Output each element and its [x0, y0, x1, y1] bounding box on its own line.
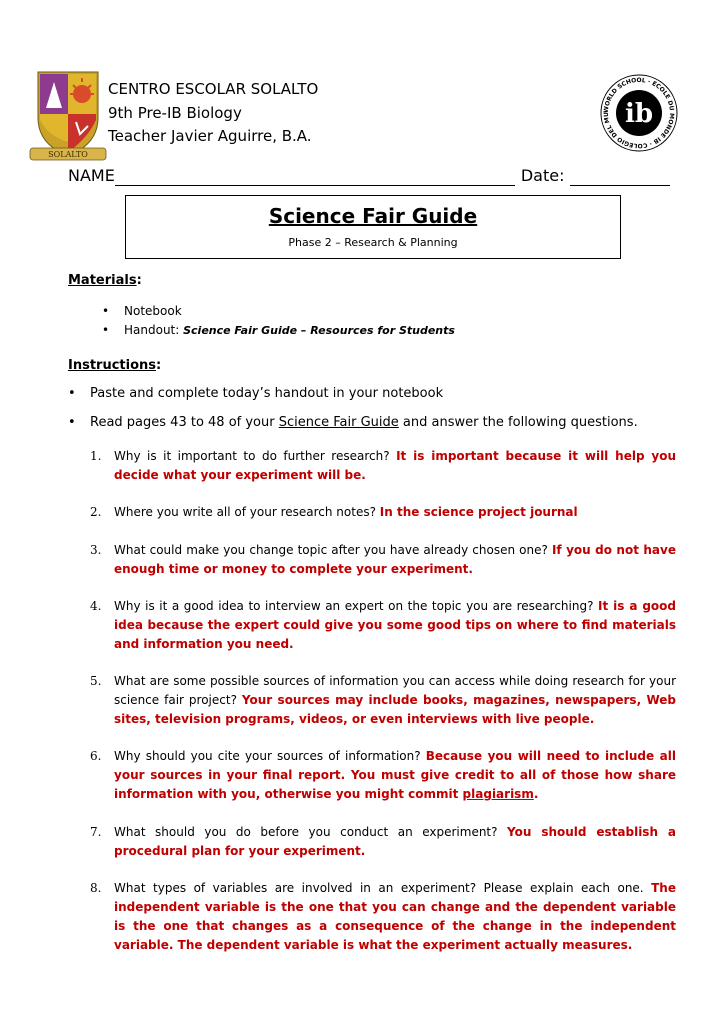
page-title: Science Fair Guide — [268, 204, 478, 228]
name-date-row — [68, 166, 674, 186]
materials-item-handout: • Handout: Science Fair Guide – Resources for Students — [102, 323, 455, 337]
science-fair-guide-link: Science Fair Guide — [278, 415, 399, 430]
answer-6: Because you will need to include all your sources in your final report. You must give credit to all of those how share information with you, otherwise you might commit plagiarism. — [114, 749, 676, 801]
question-3: 3. What could make you change topic after you have already chosen one? If you do not have enough time or money to complete your experiment. — [90, 543, 676, 576]
page-subtitle: Phase 2 – Research & Planning — [288, 236, 458, 249]
name-label: NAME — [68, 166, 115, 185]
ib-ring-text: WORLD SCHOOL · ÉCOLE DU MONDE IB · COLEGIO DEL MU — [602, 76, 676, 150]
course-name: 9th Pre-IB Biology — [108, 104, 242, 122]
question-7: 7. What should you do before you conduct an experiment? You should establish a procedural plan for your experiment. — [90, 825, 676, 858]
question-4: 4. Why is it a good idea to interview an expert on the topic you are researching? It is a good idea because the expert could give you some good tips on where to find materials and information you need. — [90, 599, 676, 651]
answer-8: The independent variable is the one that you can change and the dependent variable is the one that changes as a consequence of the change in the independent variable. The dependent variable is what the experiment actually measures. — [114, 881, 676, 952]
question-2: 2. Where you write all of your research notes? In the science project journal — [90, 505, 578, 519]
instruction-item-1: • Paste and complete today’s handout in your notebook — [68, 386, 444, 401]
instruction-item-2: • Read pages 43 to 48 of your Science Fair Guide and answer the following questions. — [68, 415, 638, 430]
materials-heading: Materials: — [68, 273, 142, 288]
date-label: Date: — [520, 166, 565, 185]
title-box — [125, 195, 621, 259]
crest-banner-text: SOLALTO — [48, 150, 88, 159]
handout-title: Science Fair Guide – Resources for Students — [183, 324, 455, 337]
answer-7: You should establish a procedural plan for your experiment. — [114, 825, 676, 858]
question-1: 1. Why is it important to do further research? It is important because it will help you decide what your experiment will be. — [90, 449, 676, 482]
materials-item-notebook: • Notebook — [102, 304, 182, 318]
question-8: 8. What types of variables are involved in an experiment? Please explain each one. The independent variable is the one that you can change and the dependent variable is the one that changes as a consequence of the change in the independent variable. The dependent variable is what the experiment actually measures. — [90, 881, 676, 952]
plagiarism-link: plagiarism — [462, 787, 534, 801]
answer-2: In the science project journal — [379, 505, 578, 519]
answer-1: It is important because it will help you decide what your experiment will be. — [114, 449, 676, 482]
ib-letters: ib — [624, 99, 654, 129]
name-blank-line[interactable] — [115, 171, 515, 186]
school-name: CENTRO ESCOLAR SOLALTO — [108, 80, 319, 98]
ib-world-school-logo — [598, 72, 680, 154]
teacher-name: Teacher Javier Aguirre, B.A. — [108, 127, 312, 145]
date-blank-line[interactable] — [570, 171, 670, 186]
question-5: 5. What are some possible sources of information you can access while doing research for your science fair project? Your sources may include books, magazines, newspapers, Web sites, television programs, videos, or even interviews with live people. — [90, 674, 676, 726]
question-6: 6. Why should you cite your sources of information? Because you will need to include all your sources in your final report. You must give credit to all of those how share information with you, otherwise you might commit plagiarism. — [90, 749, 676, 801]
school-crest-logo — [28, 68, 108, 164]
instructions-heading: Instructions: — [68, 358, 162, 373]
answer-3: If you do not have enough time or money to complete your experiment. — [114, 543, 676, 576]
answer-4: It is a good idea because the expert could give you some good tips on where to find materials and information you need. — [114, 599, 676, 651]
answer-5: Your sources may include books, magazines, newspapers, Web sites, television programs, videos, or even interviews with live people. — [114, 693, 676, 726]
